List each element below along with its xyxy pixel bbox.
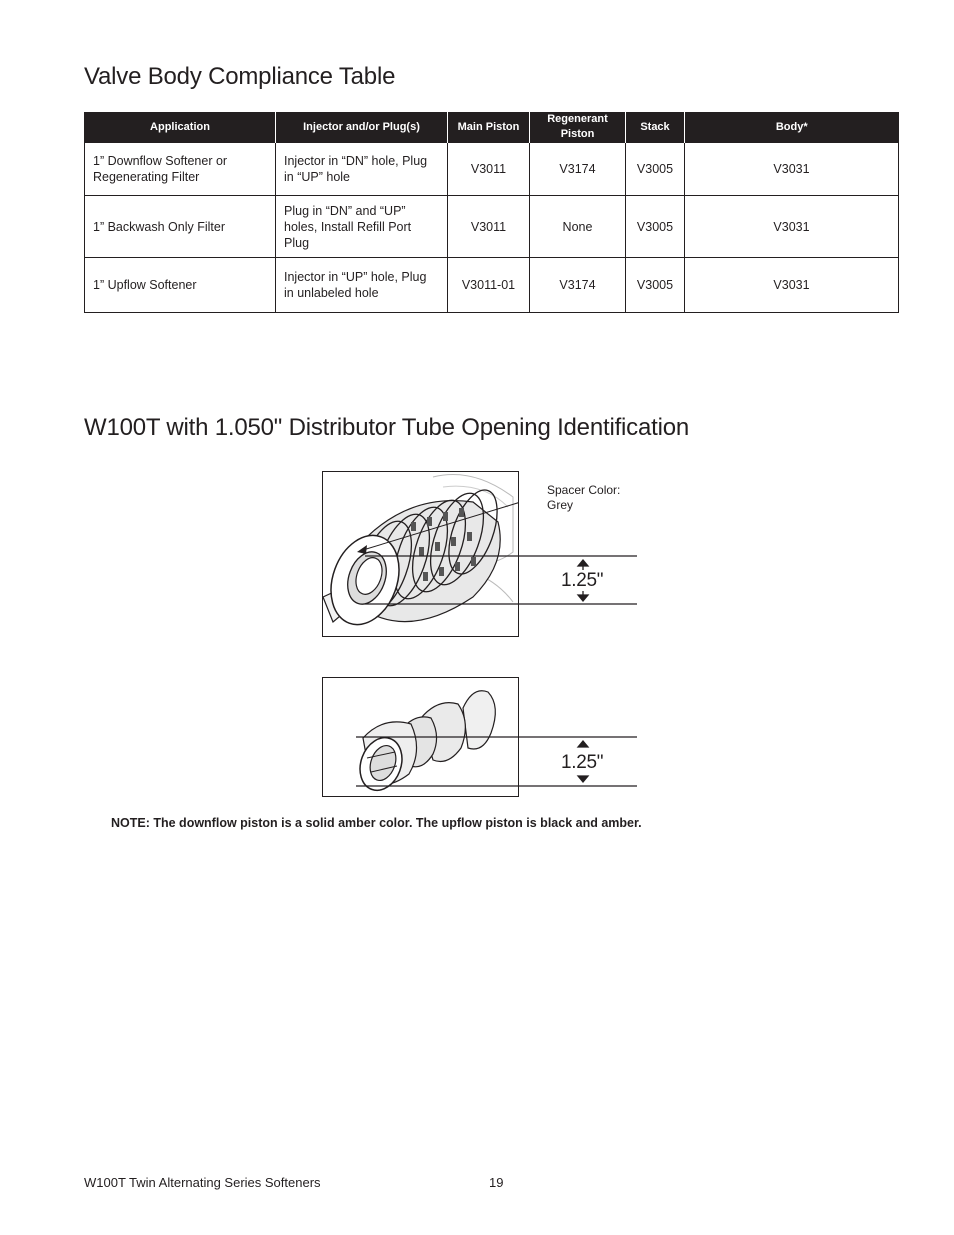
footer-document-title: W100T Twin Alternating Series Softeners [84,1175,321,1190]
header-regenerant-piston: Regenerant Piston [530,112,626,143]
piston-stack-image [322,471,519,637]
cell-stack: V3005 [626,196,685,258]
cell-main-piston: V3011 [448,143,530,196]
spacer-color-label: Spacer Color: Grey [547,483,621,512]
cell-injector: Injector in “UP” hole, Plug in unlabeled hole [276,258,448,313]
footer-page-number: 19 [489,1175,504,1190]
header-injector: Injector and/or Plug(s) [276,112,448,143]
cell-application: 1” Upflow Softener [85,258,276,313]
piston-color-note: NOTE: The downflow piston is a solid amber color. The upflow piston is black and amber. [111,816,642,830]
dimension-label-bottom: 1.25" [561,752,604,773]
cell-main-piston: V3011 [448,196,530,258]
page-title: Valve Body Compliance Table [84,63,396,90]
cell-body: V3031 [685,196,899,258]
cell-body: V3031 [685,258,899,313]
header-body: Body* [685,112,899,143]
cell-application: 1” Backwash Only Filter [85,196,276,258]
header-stack: Stack [626,112,685,143]
piston-image [322,677,519,797]
cell-regenerant-piston: None [530,196,626,258]
header-application: Application [85,112,276,143]
cell-regenerant-piston: V3174 [530,143,626,196]
cell-regenerant-piston: V3174 [530,258,626,313]
table-row [85,143,899,196]
cell-stack: V3005 [626,143,685,196]
cell-main-piston: V3011-01 [448,258,530,313]
piston-stack-illustration [323,472,518,636]
header-main-piston: Main Piston [448,112,530,143]
cell-body: V3031 [685,143,899,196]
cell-application: 1” Downflow Softener or Regenerating Filter [85,143,276,196]
cell-stack: V3005 [626,258,685,313]
table-row [85,196,899,258]
cell-injector: Plug in “DN” and “UP” holes, Install Refill Port Plug [276,196,448,258]
table-header-row [85,112,899,143]
section-title: W100T with 1.050" Distributor Tube Opening Identification [84,414,690,441]
valve-body-compliance-table [84,112,899,313]
dimension-label-top: 1.25" [561,570,604,591]
piston-illustration [323,678,518,796]
table-row [85,258,899,313]
cell-injector: Injector in “DN” hole, Plug in “UP” hole [276,143,448,196]
